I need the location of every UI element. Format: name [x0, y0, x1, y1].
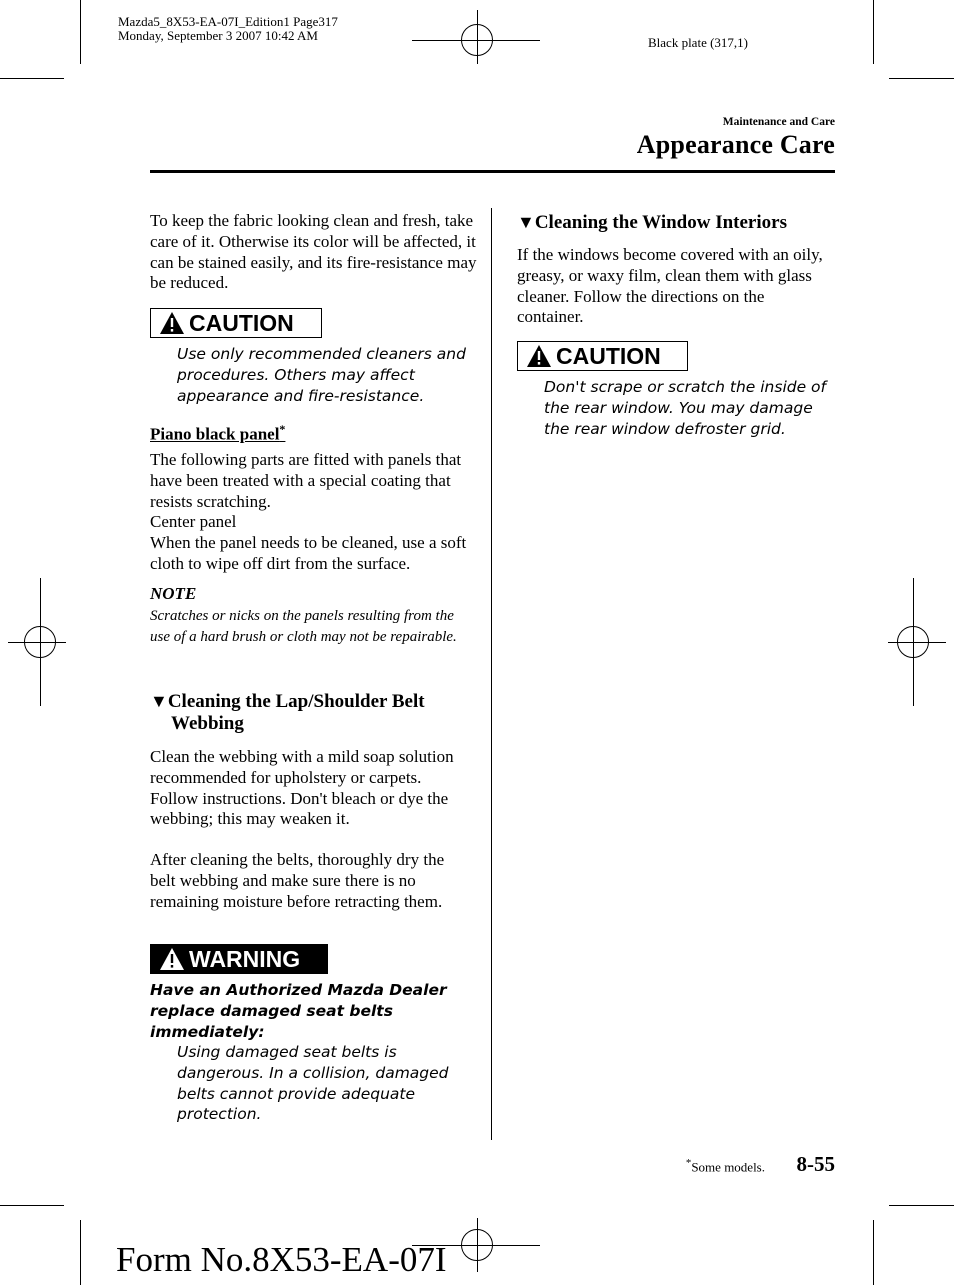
belt-heading-line1: Cleaning the Lap/Shoulder Belt: [167, 691, 425, 712]
caution-badge: [150, 308, 322, 338]
plate-label: Black plate (317,1): [648, 35, 748, 50]
piano-panel-paragraph: The following parts are fitted with panels that have been treated with a special coating that resists scratching.: [150, 450, 462, 511]
crop-mark: [80, 1220, 81, 1285]
crop-mark: [0, 1205, 64, 1206]
caution-badge-2: [517, 341, 688, 371]
crop-mark: [873, 1220, 874, 1285]
footnote-text: Some models.: [691, 1159, 765, 1175]
belt-heading: [150, 690, 480, 735]
crop-mark: [889, 78, 954, 79]
asterisk-mark: *: [279, 422, 286, 436]
warning-triangle-icon: [159, 947, 185, 971]
warning-label: WARNING: [189, 945, 301, 972]
warning-badge: [150, 944, 328, 974]
warning-text: Using damaged seat belts is dangerous. In a collision, damaged belts cannot provide adequate protection.: [177, 1043, 449, 1124]
section-label: Maintenance and Care: [722, 116, 835, 128]
page-title: Appearance Care: [636, 130, 835, 159]
window-paragraph: If the windows become covered with an oily, greasy, or waxy film, clean them with glass cleaner. Follow the directions on the container.: [517, 245, 823, 327]
triangle-marker-icon: ▼: [150, 691, 168, 711]
warning-triangle-icon: [526, 344, 552, 368]
caution-label-2: CAUTION: [556, 342, 661, 369]
piano-panel-heading: [150, 422, 285, 445]
caution-text-2: Don't scrape or scratch the inside of the rear window. You may damage the rear window defroster grid.: [544, 378, 826, 438]
window-heading: [517, 211, 837, 234]
warning-triangle-icon: [159, 311, 185, 335]
footnote: [686, 1157, 765, 1175]
column-divider: [491, 208, 492, 1140]
warning-bold-text: Have an Authorized Mazda Dealer replace damaged seat belts immediately:: [150, 981, 447, 1041]
footnote-asterisk: *: [685, 1157, 692, 1169]
crop-mark: [873, 0, 874, 64]
crop-mark: [889, 1205, 954, 1206]
print-info-file: Mazda5_8X53-EA-07I_Edition1 Page317: [118, 14, 338, 29]
belt-paragraph-1: Clean the webbing with a mild soap solution recommended for upholstery or carpets. Follow instructions. Don't bleach or dye the webbing; this may weaken it.: [150, 747, 454, 829]
crop-mark: [80, 0, 81, 64]
piano-panel-heading-text: Piano black panel: [150, 424, 280, 444]
print-info: [118, 15, 338, 43]
window-heading-text: Cleaning the Window Interiors: [534, 212, 787, 233]
intro-paragraph: To keep the fabric looking clean and fresh, take care of it. Otherwise its color will be affected, it can be stained easily, and its fire-resistance may be reduced.: [150, 211, 477, 293]
title-rule: [150, 170, 835, 173]
print-info-date: Monday, September 3 2007 10:42 AM: [118, 28, 318, 43]
piano-panel-cleaning: When the panel needs to be cleaned, use a soft cloth to wipe off dirt from the surface.: [150, 533, 467, 573]
page-number: 8-55: [796, 1152, 835, 1176]
piano-panel-part: Center panel: [150, 512, 237, 532]
belt-heading-line2: Webbing: [171, 713, 244, 734]
form-number: Form No.8X53-EA-07I: [116, 1240, 447, 1279]
belt-paragraph-2: After cleaning the belts, thoroughly dry the belt webbing and make sure there is no remaining moisture before retracting them.: [150, 850, 445, 911]
caution-label: CAUTION: [189, 309, 294, 336]
note-label: NOTE: [150, 584, 197, 603]
caution-text: Use only recommended cleaners and procedures. Others may affect appearance and fire-resistance.: [177, 345, 466, 405]
crop-mark: [0, 78, 64, 79]
triangle-marker-icon: ▼: [517, 212, 535, 232]
piano-panel-text: [150, 450, 475, 575]
note-text: Scratches or nicks on the panels resulting from the use of a hard brush or cloth may not be repairable.: [150, 608, 457, 645]
